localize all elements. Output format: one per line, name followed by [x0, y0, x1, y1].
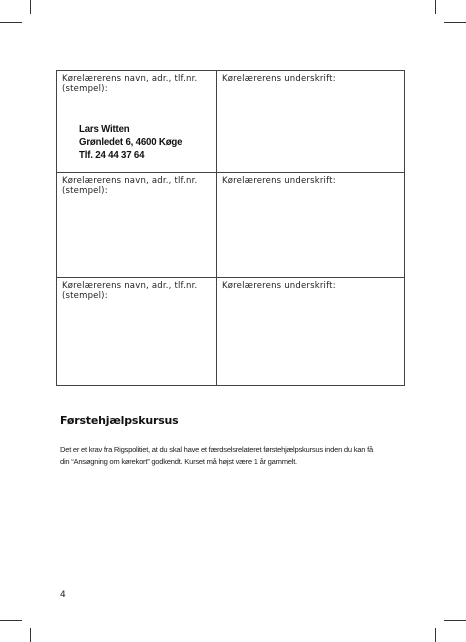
- crop-mark: [444, 22, 466, 23]
- driving-instructor-table: [56, 70, 405, 386]
- signature-cell: [217, 278, 404, 385]
- instructor-row: [57, 173, 404, 278]
- instructor-info-label: Kørelærerens navn, adr., tlf.nr. (stempel):: [62, 176, 198, 196]
- signature-label: Kørelærerens underskrift:: [222, 176, 336, 186]
- instructor-info-cell: [57, 278, 217, 385]
- instructor-info-cell: [57, 71, 217, 172]
- stamp-name: Lars Witten: [79, 123, 130, 135]
- section-heading: Førstehjælpskursus: [60, 414, 179, 427]
- crop-mark: [444, 620, 466, 621]
- crop-mark: [0, 22, 22, 23]
- instructor-info-label: Kørelærerens navn, adr., tlf.nr. (stempel):: [62, 281, 198, 301]
- instructor-row: [57, 71, 404, 173]
- stamp-address: Grønledet 6, 4600 Køge: [79, 136, 183, 148]
- page-number: 4: [60, 590, 66, 600]
- stamp-phone: Tlf. 24 44 37 64: [79, 149, 145, 161]
- instructor-row: [57, 278, 404, 385]
- instructor-info-label: Kørelærerens navn, adr., tlf.nr. (stempel):: [62, 74, 198, 94]
- signature-cell: [217, 71, 404, 172]
- instructor-stamp: [79, 123, 182, 162]
- crop-mark: [435, 628, 436, 642]
- crop-mark: [0, 620, 22, 621]
- crop-mark: [30, 628, 31, 642]
- signature-label: Kørelærerens underskrift:: [222, 74, 336, 84]
- crop-mark: [435, 0, 436, 14]
- crop-mark: [30, 0, 31, 14]
- section-body-text: Det er et krav fra Rigspolitiet, at du skal have et færdselsrelateret førstehjælpskursus inden du kan få din “Ansøgning om kørekort” godkendt. Kurset må højst være 1 år gammelt.: [60, 445, 373, 466]
- instructor-info-cell: [57, 173, 217, 277]
- signature-cell: [217, 173, 404, 277]
- signature-label: Kørelærerens underskrift:: [222, 281, 336, 291]
